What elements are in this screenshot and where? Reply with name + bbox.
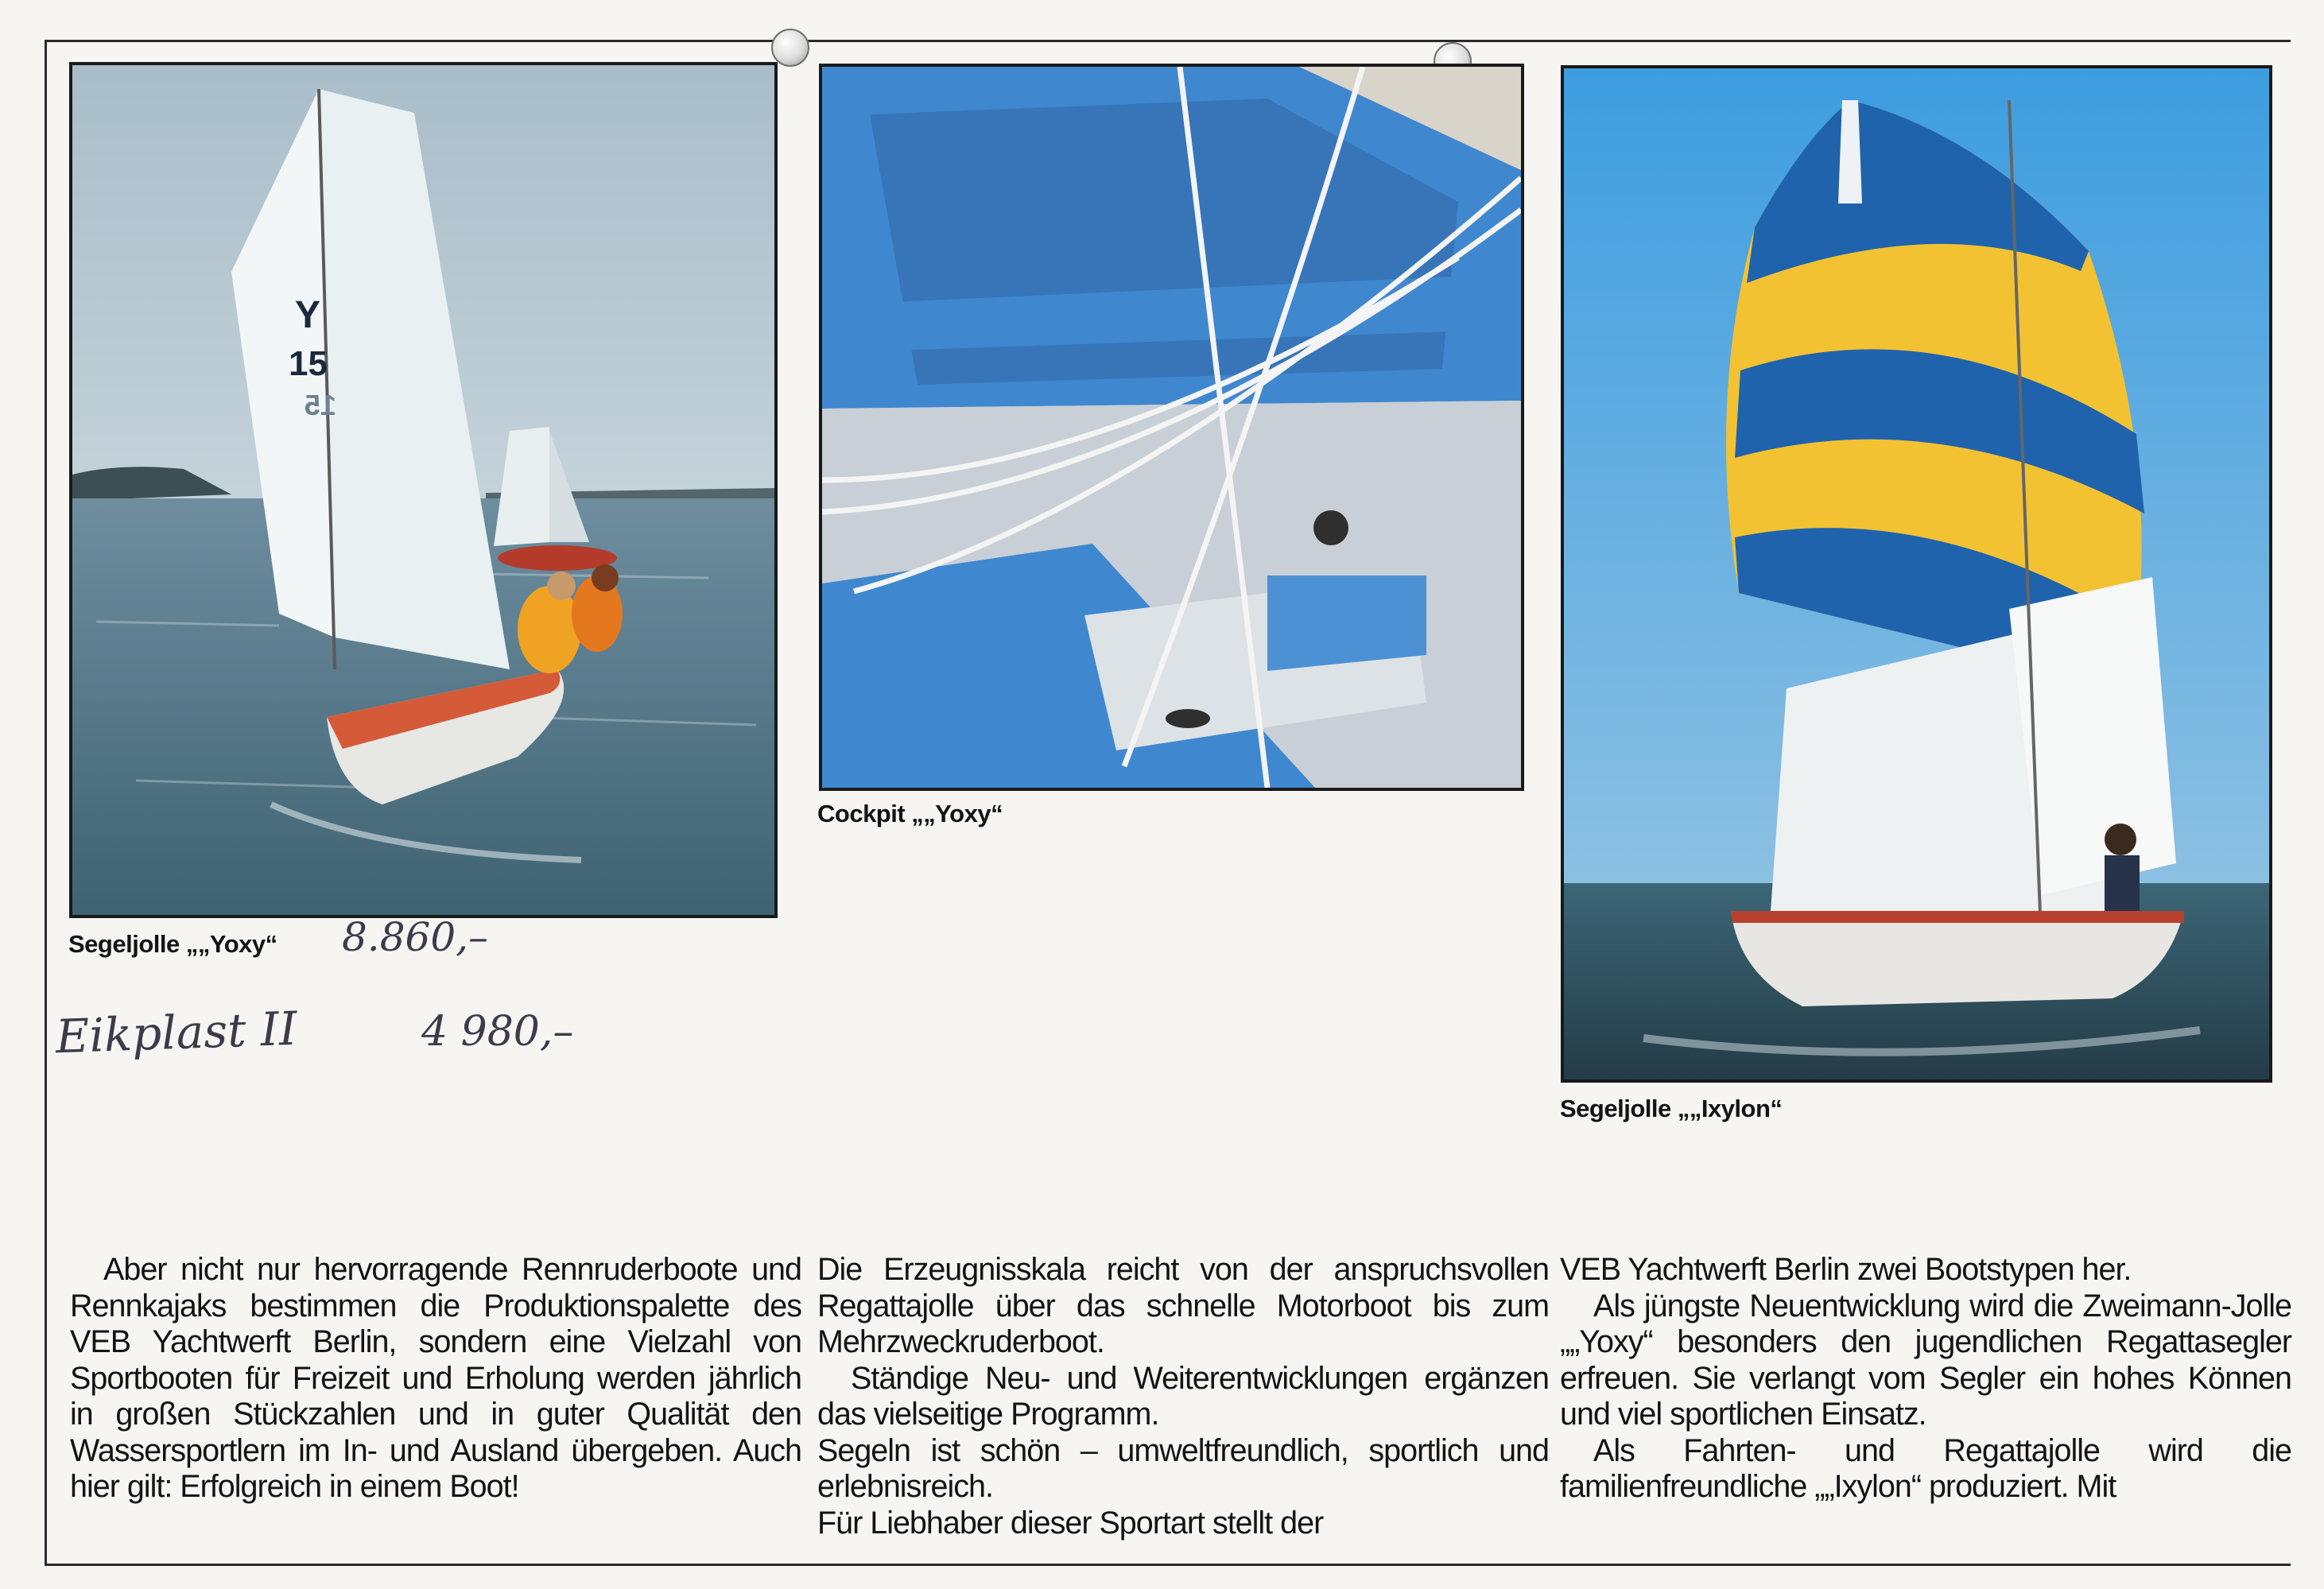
photo-yoxy-sailing <box>69 62 778 918</box>
handwritten-price-eikplast: 4 980,– <box>421 1008 574 1056</box>
paragraph: VEB Yachtwerft Berlin zwei Bootstypen her. <box>1560 1252 2132 1287</box>
paragraph: Die Erzeugnisskala reicht von der anspruchsvollen Regattajolle über das schnelle Motorboot bis zum Mehrzweckruderboot. <box>817 1252 1549 1359</box>
caption-ixylon: Segeljolle „„Ixylon“ <box>1560 1095 1783 1122</box>
caption-yoxy: Segeljolle „„Yoxy“ <box>68 930 277 958</box>
sail-number: 15 <box>289 344 328 383</box>
thumbtack-icon <box>771 29 809 67</box>
paragraph: Segeln ist schön – umweltfreundlich, sportlich und erlebnisreich. <box>817 1432 1549 1504</box>
text-column-2 <box>817 1252 1549 1541</box>
svg-text:Y: Y <box>295 294 321 336</box>
photo-ixylon <box>1561 65 2272 1083</box>
text-column-1 <box>70 1252 801 1506</box>
caption-cockpit: Cockpit „„Yoxy“ <box>817 800 1003 827</box>
paragraph: Ständige Neu- und Weiterentwicklungen ergänzen das vielseitige Programm. <box>817 1360 1549 1432</box>
handwritten-boat-name: Eikplast II <box>54 1001 298 1064</box>
text-column-3 <box>1560 1252 2291 1506</box>
paragraph: Für Liebhaber dieser Sportart stellt der <box>817 1505 1324 1541</box>
sail-number-mirrored: 15 <box>304 389 336 421</box>
paragraph: Als Fahrten- und Regattajolle wird die familienfreundliche „„Ixylon“ produziert. Mit <box>1560 1432 2291 1504</box>
paragraph: Als jüngste Neuentwicklung wird die Zweimann-Jolle „„Yoxy“ besonders den jugendlichen Regattasegler erfreuen. Sie verlangt vom Segler ein hohes Können und viel sportlichen Einsatz. <box>1560 1288 2291 1432</box>
handwritten-price-yoxy: 8.860,– <box>342 914 489 960</box>
photo-cockpit-yoxy <box>819 64 1524 791</box>
paragraph: Aber nicht nur hervorragende Rennruderboote und Rennkajaks bestimmen die Produktionspalette des VEB Yachtwerft Berlin, sondern eine Vielzahl von Sportbooten für Freizeit und Erholung werden jährlich in großen Stückzahlen und in guter Qualität den Wassersportlern im In- und Ausland übergeben. Auch hier gilt: Erfolgreich in einem Boot! <box>70 1252 801 1504</box>
